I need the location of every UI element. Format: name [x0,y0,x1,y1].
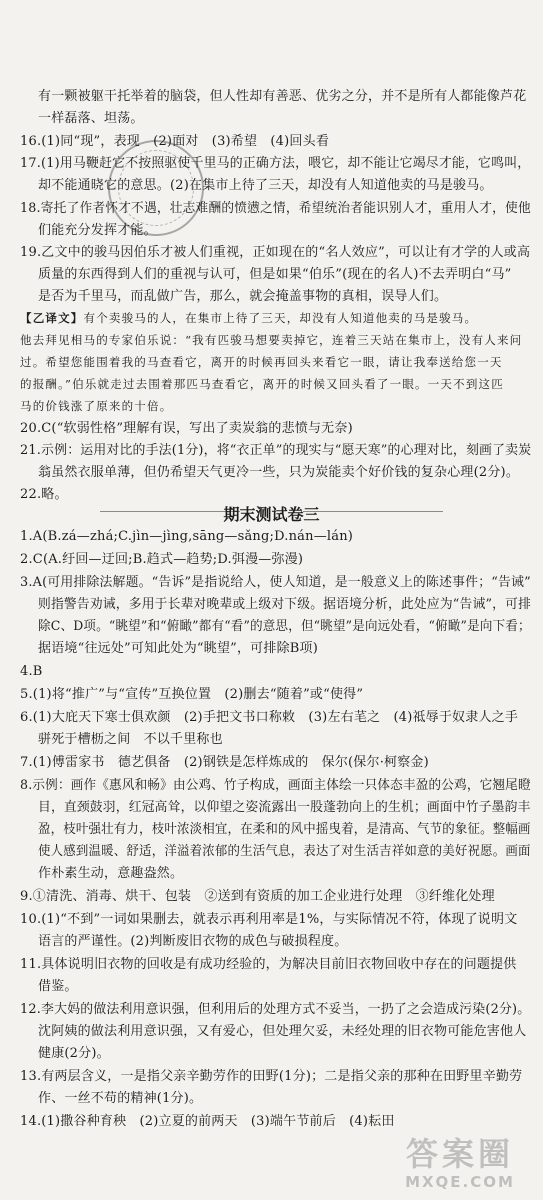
text-line: 沈阿姨的做法利用意识强，又有爱心，但处理欠妥，未经处理的旧衣物可能危害他人 [38,1024,527,1039]
translation-line: 马的价钱涨了原来的十倍。 [20,399,173,413]
translation-line: 的报酬。”伯乐就走过去围着那匹马查看它，离开的时候又回头看了一眼。一天不到这匹 [20,377,504,391]
text-line: 借鉴。 [38,979,78,994]
answer-16: 16.(1)同“现”，表现 (2)面对 (3)希望 (4)回头看 [20,134,330,149]
answer-9: 9.①清洗、消毒、烘干、包装 ②送到有资质的加工企业进行处理 ③纤维化处理 [20,889,495,904]
answer-7: 7.(1)傅雷家书 德艺俱备 (2)钢铁是怎样炼成的 保尔(保尔·柯察金) [20,755,429,770]
answer-19: 19.乙文中的骏马因伯乐才被人们重视，正如现在的“名人效应”，可以让有才学的人或高 [20,245,531,260]
text-line: 除C、D项。“眺望”和“俯瞰”都有“看”的意思，但“眺望”是向远处看，“俯瞰”是向下看； [38,619,531,634]
text-line: 语言的严谨性。(2)判断废旧衣物的成色与破损程度。 [38,934,348,949]
translation-line: 他去拜见相马的专家伯乐说：“我有匹骏马想要卖掉它，连着三天站在集市上，没有人来问 [20,333,523,347]
text-line: 据语境“往远处”可知此处为“眺望”，可排除B项) [38,641,319,656]
text-line: 作朴素生动，意趣盎然。 [38,866,184,881]
text-line: 健康(2分)。 [38,1046,110,1061]
watermark-url: MXQE.COM [405,1173,515,1191]
translation-line: 过。希望您能围着我的马查看它，离开的时候再回头来看它一眼，请让我奉送给您一天 [20,355,503,369]
text-line: 翁虽然衣服单薄，但仍希望天气更冷一些，只为炭能卖个好价钱的复杂心理(2分)。 [38,465,520,480]
text-line: 们能充分发挥才能。 [38,223,157,238]
answer-6: 6.(1)大庇天下寒士俱欢颜 (2)手把文书口称敕 (3)左右芼之 (4)祗辱于奴隶人之手 [20,710,519,725]
answer-4: 4.B [20,664,43,679]
answer-10: 10.(1)“不到”一词如果删去，就表示再利用率是1%，与实际情况不符，体现了说明文 [20,912,518,927]
translation-label: 【乙译文】 [20,311,84,325]
text-line: 却不能通晓它的意思。(2)在集市上待了三天，却没有人知道他卖的马是骏马。 [38,178,493,193]
answer-18: 18.寄托了作者怀才不遇，壮志难酬的愤懑之情，希望统治者能识别人才，重用人才，使他 [20,201,531,216]
answer-2: 2.C(A.纡回—迂回;B.趋式—趋势;D.弭漫—弥漫) [20,552,304,567]
translation-line: 【乙译文】有个卖骏马的人，在集市上待了三天，却没有人知道他卖的马是骏马。 [20,311,478,325]
watermark-text: 答案圈 [405,1135,514,1173]
text-line: 则指警告劝诫，多用于长辈对晚辈或上级对下级。据语境分析，此处应为“告诫”，可排 [38,597,532,612]
answer-11: 11.具体说明旧衣物的回收是有成功经验的，为解决目前旧衣物回收中存在的问题提供 [20,957,517,972]
answer-21: 21.示例：运用对比的手法(1分)，将“衣正单”的现实与“愿天寒”的心理对比，刻画了卖炭 [20,443,532,458]
text-line: 盈，枝叶强壮有力，枝叶浓淡相宜，在柔和的风中摇曳着，是清高、气节的象征。整幅画 [38,822,531,837]
text-line: 有一颗被躯干托举着的脑袋，但人性却有善恶、优劣之分，并不是所有人都能像芦花 [38,89,527,104]
section-title: 期末测试卷三 [223,505,320,524]
answer-14: 14.(1)撒谷种育秧 (2)立夏的前两天 (3)端午节前后 (4)耘田 [20,1114,395,1129]
answer-8: 8.示例：画作《惠风和畅》由公鸡、竹子构成，画面主体绘一只体态丰盈的公鸡，它翘尾瞪 [20,778,531,793]
text-line: 一样磊落、坦荡。 [38,111,144,126]
text-line: 质量的东西得到人们的重视与认可，但是如果“伯乐”(现在的名人)不去弄明白“马” [38,267,512,282]
text-line: 骈死于槽枥之间 不以千里称也 [38,732,223,747]
answer-22: 22.略。 [20,487,68,502]
answer-12: 12.李大妈的做法利用意识强，但利用后的处理方式不妥当，一扔了之会造成污染(2分)。 [20,1002,531,1017]
text-line: 使人感到温暖、舒适，洋溢着浓郁的生活气息，表达了对生活吉祥如意的美好祝愿。画面 [38,844,531,859]
watermark-logo [385,1135,535,1193]
text-line: 目，直颈鼓羽，红冠高耸，以仰望之姿流露出一股蓬勃向上的生机；画面中竹子墨韵丰 [38,800,531,815]
answer-17: 17.(1)用马鞭赶它不按照驱使千里马的正确方法，喂它，却不能让它竭尽才能，它鸣叫， [20,156,531,171]
answer-5: 5.(1)将“推广”与“宣传”互换位置 (2)删去“随着”或“使得” [20,687,364,702]
answer-1: 1.A(B.zá—zhá;C.jìn—jìng,sāng—sǎng;D.nán—lán) [20,529,354,544]
answer-3: 3.A(可用排除法解题。“告诉”是指说给人，使人知道，是一般意义上的陈述事件；“告诫” [20,575,531,590]
answer-13: 13.有两层含义，一是指父亲辛勤劳作的田野(1分)；二是指父亲的那种在田野里辛勤劳 [20,1069,523,1084]
answer-20: 20.C(“软弱性格”理解有误，写出了卖炭翁的悲愤与无奈) [20,421,353,436]
text-line: 作、一丝不苟的精神(1分)。 [38,1091,203,1106]
text-line: 是否为千里马，而乱做广告，那么，就会掩盖事物的真相，误导人们。 [38,289,448,304]
